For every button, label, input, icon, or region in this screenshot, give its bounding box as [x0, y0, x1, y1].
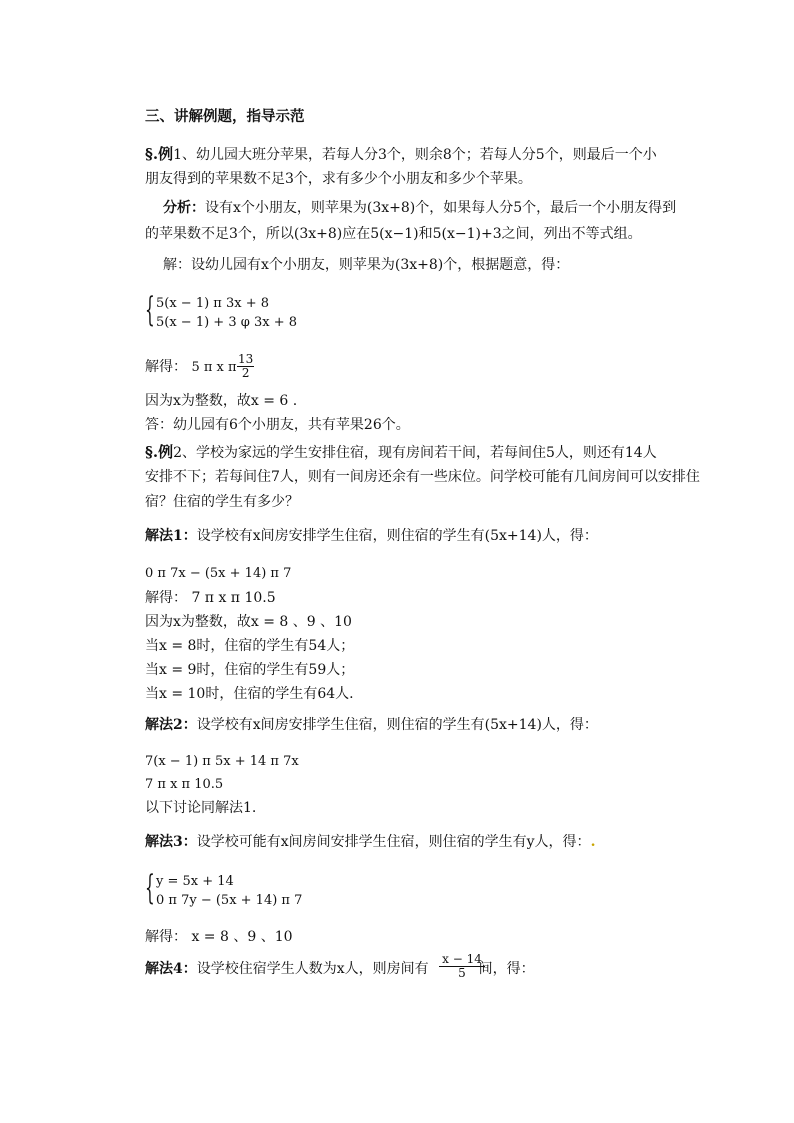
- method1-inequality: 0 π 7x − (5x + 14) π 7: [145, 566, 292, 581]
- left-brace: {: [145, 290, 155, 330]
- method2-label: 解法2：: [145, 717, 197, 733]
- example1-analysis-line2: 的苹果数不足3个，所以(3x+8)应在5(x−1)和5(x−1)+3之间，列出不等式组。: [145, 226, 642, 242]
- section-title: 三、讲解例题，指导示范: [145, 108, 305, 125]
- method3-label: 解法3：: [145, 834, 197, 850]
- example1-mark: §.例: [145, 145, 174, 163]
- method2-solve: 7 π x π 10.5: [145, 777, 224, 792]
- solve-fraction-num: 13: [238, 352, 254, 366]
- example1-solution-line: 解：设幼儿园有x个小朋友，则苹果为(3x+8)个，根据题意，得：: [163, 257, 570, 273]
- method1-case1: 当x = 8时，住宿的学生有54人；: [145, 638, 355, 654]
- solve-expr: 5 π x π: [191, 360, 237, 375]
- method4-fraction-den: 5: [458, 966, 466, 980]
- analysis-text1: 设有x个小朋友，则苹果为(3x+8)个，如果每人分5个，最后一个小朋友得到: [205, 200, 677, 216]
- method2-line: [145, 716, 685, 734]
- method3-text: 设学校可能有x间房间安排学生住宿，则住宿的学生有y人，得：: [196, 834, 591, 850]
- method4-fraction-num: x − 14: [439, 953, 485, 967]
- method3-line: [145, 833, 685, 851]
- method1-text: 设学校有x间房安排学生住宿，则住宿的学生有(5x+14)人，得：: [196, 528, 598, 544]
- system1-line2: 5(x − 1) + 3 φ 3x + 8: [156, 315, 298, 330]
- solve-fraction: [237, 353, 254, 380]
- example2-text1: 2、学校为家远的学生安排住宿，现有房间若干间，若每间住5人，则还有14人: [173, 445, 657, 461]
- example2-mark: §.例: [145, 443, 174, 461]
- example1-line1: [145, 145, 685, 164]
- method1-integer: 因为x为整数，故x = 8 、9 、10: [145, 614, 352, 630]
- left-brace-2: {: [145, 868, 155, 908]
- solve-prefix: 解得：: [145, 359, 187, 375]
- method1-line: [145, 527, 685, 545]
- example2-line1: [145, 443, 685, 462]
- method1-case2: 当x = 9时，住宿的学生有59人；: [145, 662, 355, 678]
- example1-analysis-line1: [163, 199, 693, 217]
- analysis-label: 分析：: [163, 200, 205, 216]
- method1-case3: 当x = 10时，住宿的学生有64人.: [145, 686, 354, 702]
- method4-text-before: 设学校住宿学生人数为x人，则房间有: [196, 961, 429, 977]
- example1-integer-line: 因为x为整数，故x = 6 .: [145, 393, 298, 409]
- example1-solve-line: [145, 358, 685, 377]
- method1-solve: 解得： 7 π x π 10.5: [145, 590, 276, 606]
- example1-text1: 1、幼儿园大班分苹果，若每人分3个，则余8个；若每人分5个，则最后一个小: [173, 147, 657, 163]
- method3-solve: 解得： x = 8 、9 、10: [145, 929, 293, 945]
- example2-line2: 安排不下；若每间住7人，则有一间房还余有一些床位。问学校可能有几间房间可以安排住: [145, 469, 700, 485]
- example1-answer-line: 答：幼儿园有6个小朋友，共有苹果26个。: [145, 417, 410, 433]
- method3-dot: .: [590, 834, 596, 850]
- method2-text: 设学校有x间房安排学生住宿，则住宿的学生有(5x+14)人，得：: [196, 717, 598, 733]
- method1-label: 解法1：: [145, 528, 197, 544]
- system1-line1: 5(x − 1) π 3x + 8: [156, 296, 270, 311]
- system3-line1: y = 5x + 14: [156, 874, 234, 889]
- method4-label: 解法4：: [145, 961, 197, 977]
- method2-inequality: 7(x − 1) π 5x + 14 π 7x: [145, 754, 299, 769]
- solve-fraction-den: 2: [241, 366, 250, 380]
- method4-fraction: [439, 953, 485, 980]
- method2-note: 以下讨论同解法1.: [145, 800, 257, 816]
- system3-line2: 0 π 7y − (5x + 14) π 7: [156, 893, 303, 908]
- example1-line2: 朋友得到的苹果数不足3个，求有多少个小朋友和多少个苹果。: [145, 171, 532, 187]
- example2-line3: 宿？住宿的学生有多少？: [145, 494, 299, 510]
- method4-line: [145, 960, 685, 978]
- method4-text-after: 间，得：: [478, 961, 535, 977]
